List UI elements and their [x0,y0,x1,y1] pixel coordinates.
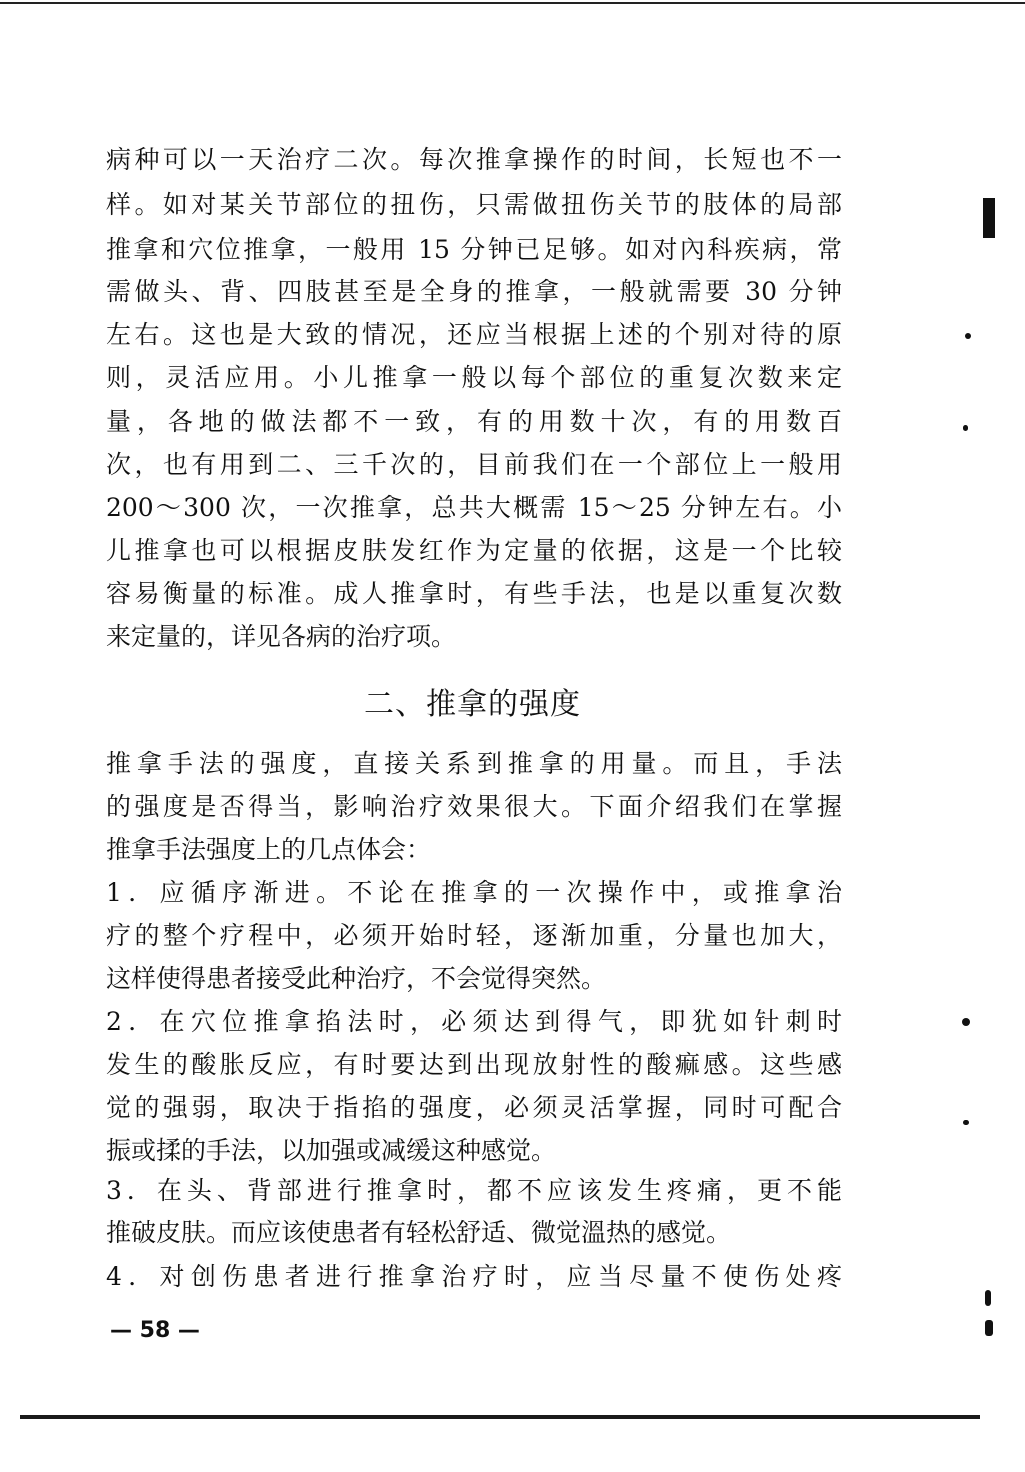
text-line: 振或揉的手法，以加强或减缓这种感觉。 [106,1136,557,1165]
text-line: 3．在头、背部进行推拿时，都不应该发生疼痛，更不能 [106,1176,842,1205]
text-line: 推拿手法强度上的几点体会： [106,835,432,864]
bottom-border-line [20,1415,980,1419]
scan-dot [963,425,968,431]
text-line: 觉的强弱，取决于指掐的强度，必须灵活掌握，同时可配合 [106,1093,842,1122]
text-line: 推拿和穴位推拿，一般用 15 分钟已足够。如对內科疾病，常 [106,235,842,264]
scan-mark [983,198,995,238]
text-line: 200～300 次，一次推拿，总共大概需 15～25 分钟左右。小 [106,493,842,522]
scan-mark [985,1290,991,1306]
text-line: 2．在穴位推拿掐法时，必须达到得气，即犹如针刺时 [106,1007,842,1036]
text-line: 推拿手法的强度，直接关系到推拿的用量。而且，手法 [106,749,842,778]
page-number: — 58 — [110,1318,200,1343]
text-line: 来定量的，详见各病的治疗项。 [106,622,457,651]
text-line: 量，各地的做法都不一致，有的用数十次，有的用数百 [106,407,842,436]
text-line: 4．对创伤患者进行推拿治疗时，应当尽量不使伤处疼 [106,1262,842,1291]
scan-dot [965,333,971,339]
text-line: 这样使得患者接受此种治疗，不会觉得突然。 [106,964,607,993]
text-line: 发生的酸胀反应，有时要达到出现放射性的酸痲感。这些感 [106,1050,842,1079]
scan-mark [985,1320,993,1336]
text-line: 病种可以一天治疗二次。每次推拿操作的时间，长短也不一 [106,145,842,174]
text-line: 的强度是否得当，影响治疗效果很大。下面介绍我们在掌握 [106,792,842,821]
text-line: 需做头、背、四肢甚至是全身的推拿，一般就需要 30 分钟 [106,277,842,306]
text-line: 则，灵活应用。小儿推拿一般以每个部位的重复次数来定 [106,363,842,392]
scan-dot [963,1120,969,1125]
text-line: 左右。这也是大致的情况，还应当根据上述的个别对待的原 [106,320,842,349]
text-line: 次，也有用到二、三千次的，目前我们在一个部位上一般用 [106,450,842,479]
text-line: 样。如对某关节部位的扭伤，只需做扭伤关节的肢体的局部 [106,190,842,219]
section-heading: 二、推拿的强度 [364,687,581,722]
text-line: 容易衡量的标准。成人推拿时，有些手法，也是以重复次数 [106,579,842,608]
text-line: 1．应循序渐进。不论在推拿的一次操作中，或推拿治 [106,878,842,907]
text-line: 儿推拿也可以根据皮肤发红作为定量的依据，这是一个比较 [106,536,842,565]
text-line: 疗的整个疗程中，必须开始时轻，逐渐加重，分量也加大， [106,921,842,950]
scan-dot [962,1018,970,1026]
top-border-line [0,2,1025,4]
text-line: 推破皮肤。而应该使患者有轻松舒适、微觉溫热的感觉。 [106,1218,732,1247]
